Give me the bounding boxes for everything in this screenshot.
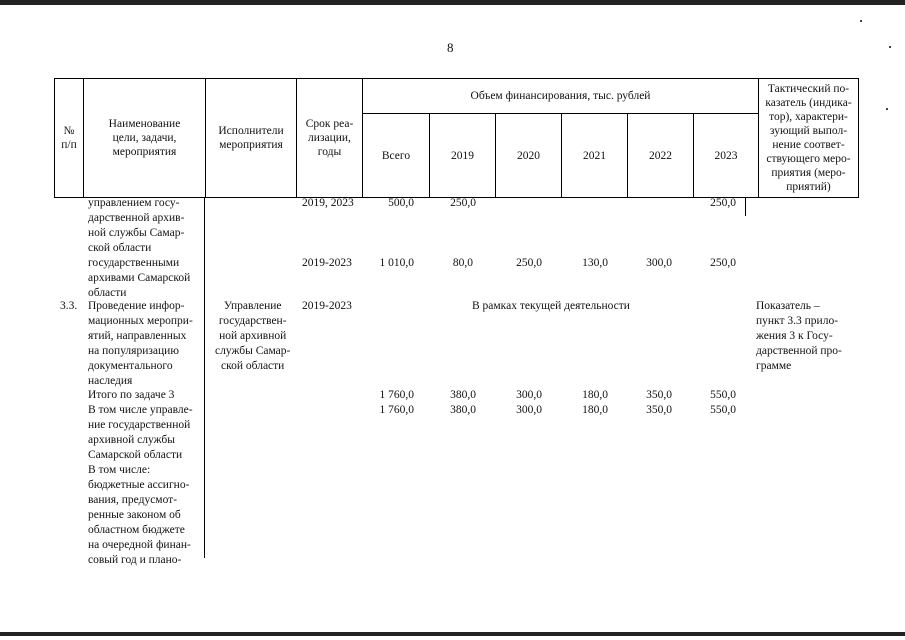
- row-2023: 250,0: [710, 257, 736, 269]
- row-2021: 180,0: [582, 389, 608, 401]
- row-2019: 80,0: [452, 257, 473, 269]
- table-header: [54, 78, 859, 198]
- header-funding: Объем финансирования, тыс. рублей: [470, 90, 651, 102]
- row-2019: 250,0: [450, 197, 476, 209]
- header-number: № п/п: [61, 125, 77, 151]
- row-executor: Управление государствен- ной архивной службы Самар- ской области: [215, 300, 291, 372]
- row-2022: 350,0: [646, 389, 672, 401]
- header-executors: Исполнители мероприятия: [218, 125, 284, 151]
- page-bottom-edge: [0, 632, 905, 636]
- page-number: 8: [447, 40, 454, 55]
- row-term: 2019-2023: [302, 257, 352, 269]
- row-number: 3.3.: [60, 300, 78, 312]
- row-2020: 300,0: [516, 389, 542, 401]
- scan-speck: [889, 46, 891, 48]
- row-2020: 250,0: [516, 257, 542, 269]
- row-2022: 300,0: [646, 257, 672, 269]
- row-2021: 180,0: [582, 404, 608, 416]
- header-name: Наименование цели, задачи, мероприятия: [108, 118, 181, 158]
- row-term: 2019-2023: [302, 300, 352, 312]
- row-total: 1 760,0: [379, 389, 414, 401]
- row-2021: 130,0: [582, 257, 608, 269]
- row-2019: 380,0: [450, 404, 476, 416]
- row-name: государственными архивами Самарской области: [88, 257, 191, 299]
- row-2023: 550,0: [710, 404, 736, 416]
- header-year: 2023: [714, 149, 738, 162]
- row-name: управлением госу- дарственной архив- ной службы Самар- ской области: [88, 197, 185, 254]
- header-year: 2019: [451, 149, 474, 162]
- column-divider: [204, 198, 205, 558]
- row-2023: 250,0: [710, 197, 736, 209]
- column-divider: [745, 198, 746, 216]
- row-total: 1 010,0: [379, 257, 414, 269]
- row-funding-note: В рамках текущей деятельности: [472, 300, 630, 312]
- scan-speck: [886, 108, 888, 110]
- page-top-edge: [0, 0, 905, 5]
- header-indicator: Тактический по- казатель (индика- тор), характери- зующий выпол- нение соответ- ствующего меро- приятия (меро- приятий): [765, 83, 852, 193]
- row-total: 500,0: [388, 197, 414, 209]
- row-term: 2019, 2023: [302, 197, 354, 209]
- row-total: 1 760,0: [379, 404, 414, 416]
- row-name: Итого по задаче 3: [88, 389, 175, 401]
- header-year: 2022: [649, 149, 672, 162]
- row-name: В том числе управле- ние государственной архивной службы Самарской области: [88, 404, 193, 461]
- row-2020: 300,0: [516, 404, 542, 416]
- header-year: 2021: [583, 149, 606, 162]
- row-2023: 550,0: [710, 389, 736, 401]
- row-name: В том числе: бюджетные ассигно- вания, предусмот- ренные законом об областном бюджете на очередной финан- совый год и плано-: [88, 464, 191, 566]
- row-indicator: Показатель – пункт 3.3 прило- жения 3 к Госу- дарственной про- грамме: [756, 300, 842, 372]
- row-name: Проведение инфор- мационных меропри- ятий, направленных на популяризацию документального наследия: [88, 300, 193, 387]
- header-total: Всего: [381, 149, 411, 162]
- header-year: 2020: [517, 149, 540, 162]
- row-2022: 350,0: [646, 404, 672, 416]
- row-2019: 380,0: [450, 389, 476, 401]
- scan-speck: [860, 20, 862, 22]
- header-term: Срок реа- лизации, годы: [305, 118, 354, 158]
